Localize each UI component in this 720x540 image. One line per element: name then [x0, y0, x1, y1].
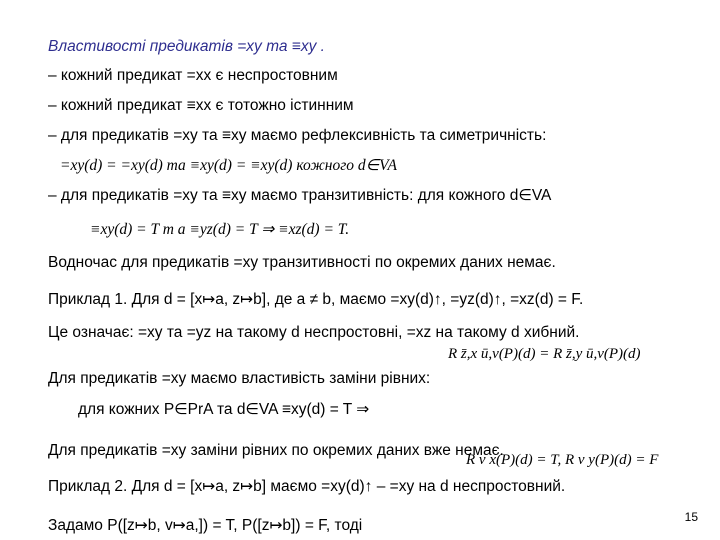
page-number: 15: [684, 510, 698, 524]
text-line: – для предикатів =xy та ≡xy маємо транзитивність: для кожного d∈VA: [48, 187, 552, 204]
text-line: для кожних P∈PrA та d∈VA ≡xy(d) = T ⇒: [78, 401, 370, 418]
formula-line: ≡xy(d) = T т а ≡yz(d) = T ⇒ ≡xz(d) = T.: [90, 221, 350, 238]
formula-example: R v x(P)(d) = T, R v y(P)(d) = F: [466, 452, 659, 468]
formula-composition: R z̄,x ū,v(P)(d) = R z̄,y ū,v(P)(d): [448, 346, 641, 362]
text-line: Водночас для предикатів =xy транзитивності по окремих даних немає.: [48, 254, 556, 271]
text-line: Задамо P([z↦b, v↦a,]) = T, P([z↦b]) = F, тоді: [48, 517, 363, 534]
text-line: Для предикатів =xy маємо властивість заміни рівних:: [48, 370, 431, 387]
text-line: – кожний предикат =xx є неспростовним: [48, 67, 338, 84]
text-line: – для предикатів =xy та ≡xy маємо рефлексивність та симетричність:: [48, 127, 547, 144]
example-line: Приклад 2. Для d = [x↦a, z↦b] маємо =xy(d)↑ – =xy на d неспростовний.: [48, 478, 566, 495]
heading: Властивості предикатів =xy та ≡xy .: [48, 38, 325, 55]
example-line: Приклад 1. Для d = [x↦a, z↦b], де a ≠ b, маємо =xy(d)↑, =yz(d)↑, =xz(d) = F.: [48, 291, 584, 308]
text-line: Для предикатів =xy заміни рівних по окремих даних вже немає.: [48, 442, 504, 459]
text-line: Це означає: =xy та =yz на такому d неспростовні, =xz на такому d хибний.: [48, 324, 580, 341]
formula-line: =xy(d) = =xy(d) та ≡xy(d) = ≡xy(d) кожного d∈VA: [60, 157, 397, 174]
text-line: – кожний предикат ≡xx є тотожно істинним: [48, 97, 354, 114]
